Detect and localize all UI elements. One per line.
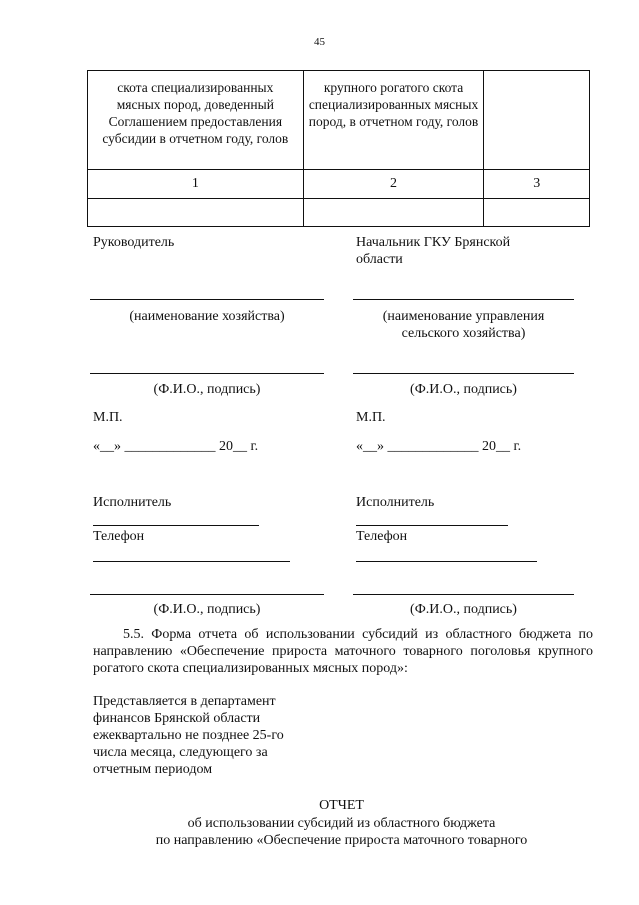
right-sign-caption-2: (Ф.И.О., подпись) bbox=[410, 602, 517, 617]
left-sign-caption: (Ф.И.О., подпись) bbox=[153, 382, 261, 397]
right-stamp: М.П. bbox=[356, 410, 386, 425]
note-line: ежеквартально не позднее 25-го bbox=[93, 728, 284, 743]
table-cell bbox=[303, 199, 484, 227]
table-cell bbox=[484, 199, 590, 227]
section-5-5-paragraph: 5.5. Форма отчета об использовании субсидий из областного бюджета по направлению «Обеспечение прироста маточного товарного поголовья крупного рогатого скота специализированных мясных пород»: bbox=[93, 627, 593, 676]
report-subtitle: об использовании субсидий из областного бюджета bbox=[187, 816, 496, 831]
right-executor-label: Исполнитель bbox=[356, 495, 435, 510]
submission-note bbox=[93, 693, 284, 778]
signature-line bbox=[353, 373, 574, 374]
signature-line bbox=[353, 299, 574, 300]
right-org-caption-2: сельского хозяйства) bbox=[401, 326, 526, 341]
column-number: 1 bbox=[88, 170, 304, 199]
signature-line bbox=[90, 299, 324, 300]
table-header-cell: крупного рогатого скота специализированных мясных пород, в отчетном году, голов bbox=[303, 71, 484, 170]
column-number: 2 bbox=[303, 170, 484, 199]
table-header-row bbox=[88, 71, 590, 170]
left-sign-caption-2: (Ф.И.О., подпись) bbox=[153, 602, 261, 617]
phone-line bbox=[356, 561, 537, 562]
note-line: числа месяца, следующего за bbox=[93, 745, 268, 760]
executor-line bbox=[356, 525, 508, 526]
left-executor-label: Исполнитель bbox=[93, 495, 172, 510]
table-header-cell: скота специализированных мясных пород, доведенный Соглашением предоставления субсидии в отчетном году, голов bbox=[88, 71, 304, 170]
report-subtitle-2: по направлению «Обеспечение прироста маточного товарного bbox=[155, 833, 528, 848]
left-phone-label: Телефон bbox=[93, 529, 145, 544]
executor-line bbox=[93, 525, 259, 526]
left-date: «__» _____________ 20__ г. bbox=[93, 439, 259, 454]
report-title: ОТЧЕТ bbox=[319, 798, 364, 813]
right-org-caption: (наименование управления bbox=[382, 309, 545, 324]
column-number: 3 bbox=[484, 170, 590, 199]
report-table bbox=[87, 70, 590, 227]
page-number: 45 bbox=[314, 36, 325, 48]
left-org-caption: (наименование хозяйства) bbox=[129, 309, 285, 324]
right-date: «__» _____________ 20__ г. bbox=[356, 439, 522, 454]
table-cell bbox=[88, 199, 304, 227]
signature-line bbox=[90, 373, 324, 374]
note-line: отчетным периодом bbox=[93, 762, 213, 777]
right-sign-caption: (Ф.И.О., подпись) bbox=[410, 382, 517, 397]
phone-line bbox=[93, 561, 290, 562]
left-head-title: Руководитель bbox=[93, 235, 175, 250]
left-stamp: М.П. bbox=[93, 410, 123, 425]
note-line: финансов Брянской области bbox=[93, 711, 261, 726]
right-phone-label: Телефон bbox=[356, 529, 408, 544]
right-head-title-2: области bbox=[356, 252, 403, 267]
signature-line bbox=[353, 594, 574, 595]
table-row bbox=[88, 170, 590, 199]
note-line: Представляется в департамент bbox=[93, 694, 276, 709]
table-header-cell bbox=[484, 71, 590, 170]
table-row bbox=[88, 199, 590, 227]
signature-line bbox=[90, 594, 324, 595]
right-head-title: Начальник ГКУ Брянской bbox=[356, 235, 511, 250]
